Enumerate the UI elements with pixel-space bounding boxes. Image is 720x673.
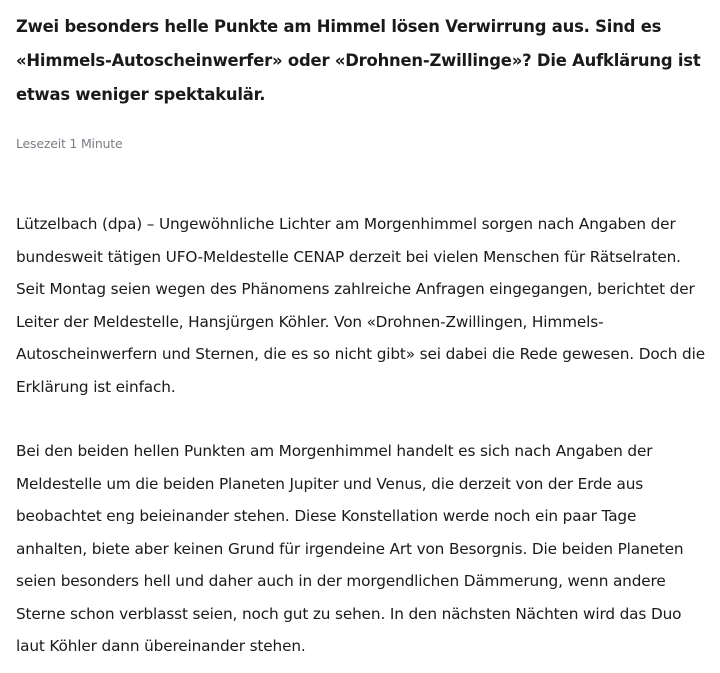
article-paragraph: Bei den beiden hellen Punkten am Morgenhimmel handelt es sich nach Angaben der Meldestelle um die beiden Planeten Jupiter und Venus, die derzeit von der Erde aus beobachtet eng beieinander stehen. Diese Konstellation werde noch ein paar Tage anhalten, biete aber keinen Grund für irgendeine Art von Besorgnis. Die beiden Planeten seien besonders hell und daher auch in der morgendlichen Dämmerung, wenn andere Sterne schon verblasst seien, noch gut zu sehen. In den nächsten Nächten wird das Duo laut Köhler dann übereinander stehen. bbox=[16, 442, 684, 655]
article-lead: Zwei besonders helle Punkte am Himmel lösen Verwirrung aus. Sind es «Himmels-Autoscheinwerfer» oder «Drohnen-Zwillinge»? Die Aufklärung ist etwas weniger spektakulär. bbox=[16, 17, 701, 104]
article bbox=[16, 10, 706, 663]
article-paragraph: Lützelbach (dpa) – Ungewöhnliche Lichter am Morgenhimmel sorgen nach Angaben der bundesweit tätigen UFO-Meldestelle CENAP derzeit bei vielen Menschen für Rätselraten. Seit Montag seien wegen des Phänomens zahlreiche Anfragen eingegangen, berichtet der Leiter der Meldestelle, Hansjürgen Köhler. Von «Drohnen-Zwillingen, Himmels-Autoscheinwerfern und Sternen, die es so nicht gibt» sei dabei die Rede gewesen. Doch die Erklärung ist einfach. bbox=[16, 215, 705, 396]
read-time: Lesezeit 1 Minute bbox=[16, 136, 123, 151]
article-body bbox=[16, 208, 706, 663]
